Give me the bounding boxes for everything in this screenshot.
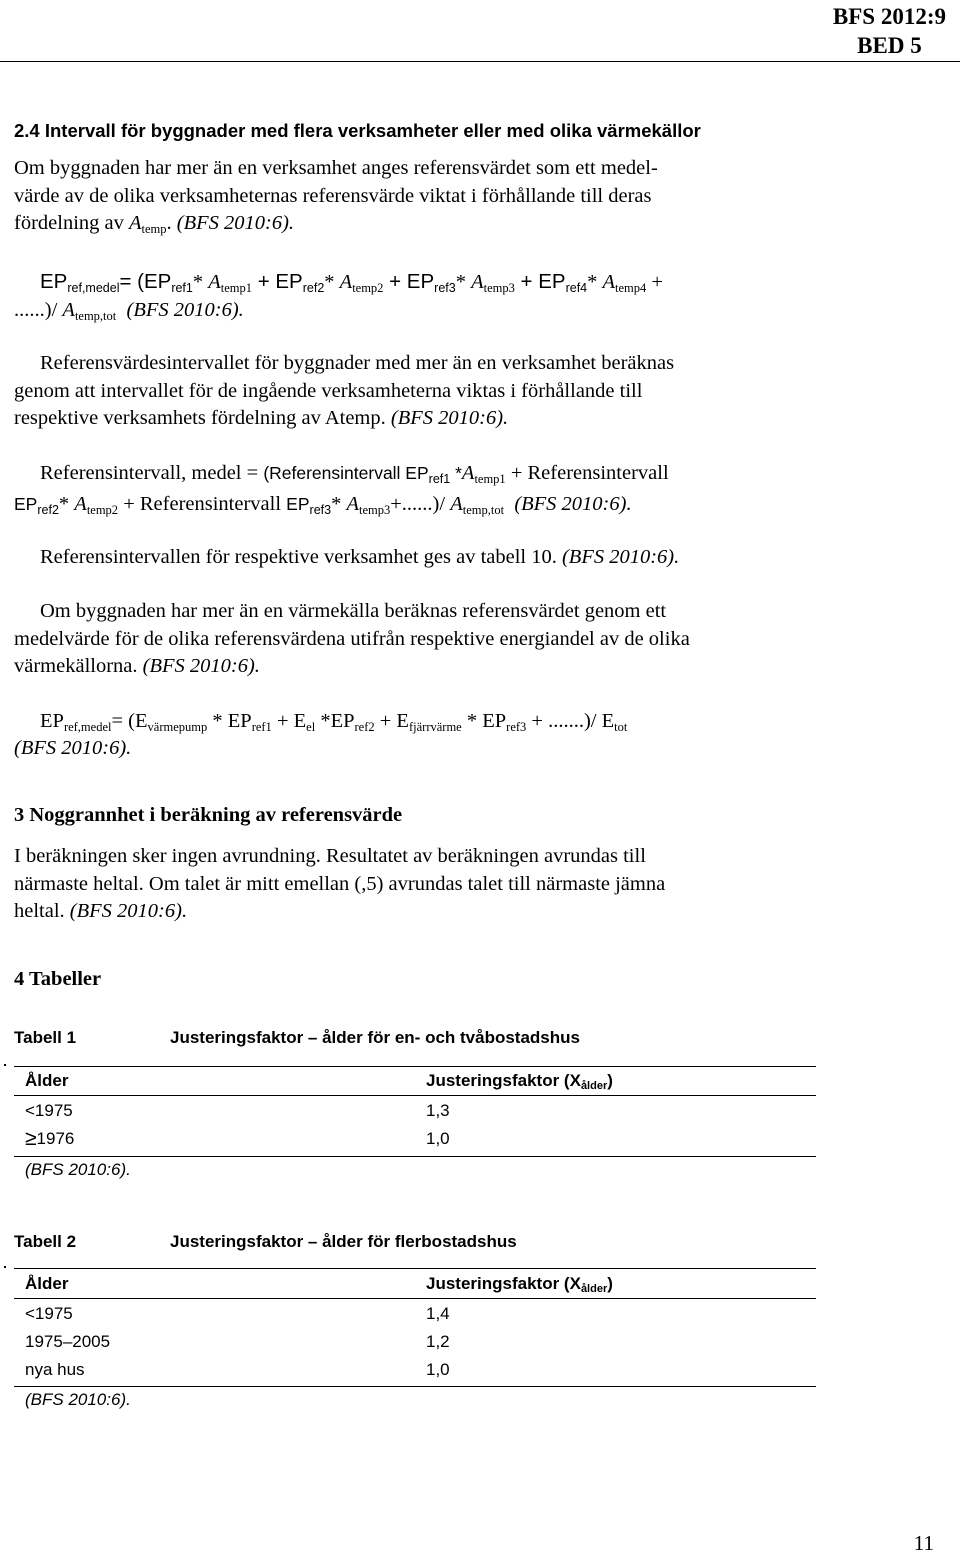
paragraph-line: Referensvärdesintervallet för byggnader med mer än en verksamhet beräknas — [40, 352, 675, 374]
table2-top-rule — [14, 1268, 816, 1269]
equation-referensintervall: Referensintervall, medel = (Referensintervall EPref1 $*A_{temp1}$ + Referensintervall — [40, 462, 669, 486]
paragraph-multi-activity — [14, 155, 954, 238]
paragraph-line: fördelning av $A_{temp}$. (BFS 2010:6). — [14, 212, 295, 236]
table1-top-rule — [14, 1066, 816, 1067]
equation-referensintervall-line2: EPref2* $A_{temp2}$ + Referensintervall EPref3* $A_{temp3}+......)/$ $A_{temp,tot}$ (BFS 2010:6). — [14, 493, 632, 517]
paragraph-rounding — [14, 843, 954, 926]
paragraph-line: Om byggnaden har mer än en verksamhet anges referensvärdet som ett medel- — [14, 157, 658, 179]
table1-header-rule — [14, 1095, 816, 1096]
header-rule — [0, 61, 960, 62]
paragraph-line: I beräkningen sker ingen avrundning. Resultatet av beräkningen avrundas till — [14, 845, 646, 867]
table-row — [25, 1360, 725, 1384]
table2-bottom-rule — [14, 1386, 816, 1387]
table2-age-cell: <1975 — [25, 1304, 73, 1323]
page-number: 11 — [913, 1531, 934, 1555]
paragraph-line: respektive verksamhets fördelning av Atemp. (BFS 2010:6). — [14, 407, 509, 429]
paragraph-line: närmaste heltal. Om talet är mitt emellan (,5) avrundas talet till närmaste jämna — [14, 872, 666, 895]
table2-factor-cell: 1,0 — [426, 1360, 450, 1379]
equation-heat-source: $EP_{ref,medel}= (E_{värmepump} * EP_{ref1} + E_{el}$ $*EP_{ref2} + E_{fjärrvärme} * EP_{ref3}$ + .......)/ $E_{tot}$ — [40, 710, 628, 734]
table2-col-factor: Justeringsfaktor (Xålder) — [426, 1274, 613, 1295]
table1-age-cell: <1975 — [25, 1101, 73, 1120]
table2-label: Tabell 2 — [14, 1232, 77, 1251]
table1-label: Tabell 1 — [14, 1028, 77, 1047]
equation-heat-source-bfs: (BFS 2010:6). — [14, 737, 132, 759]
paragraph-interval — [14, 350, 954, 433]
table-row — [25, 1304, 725, 1328]
header-code: BFS 2012:9 — [832, 4, 946, 29]
table2-factor-cell: 1,2 — [426, 1332, 450, 1351]
paragraph-line: heltal. (BFS 2010:6). — [14, 900, 188, 922]
table-row — [25, 1332, 725, 1356]
table2-age-cell: 1975–2005 — [25, 1332, 111, 1351]
table1-title: Justeringsfaktor – ålder för en- och tvåbostadshus — [170, 1028, 580, 1047]
section-heading-4: 4 Tabeller — [14, 968, 102, 990]
page-header — [833, 2, 946, 60]
table1-footnote: (BFS 2010:6). — [25, 1160, 131, 1179]
margin-dot — [4, 1064, 6, 1066]
table-row — [25, 1101, 725, 1125]
table2-title: Justeringsfaktor – ålder för flerbostadshus — [170, 1232, 517, 1251]
table1-col-age: Ålder — [25, 1071, 69, 1090]
header-section: BED 5 — [857, 33, 922, 58]
table2-age-cell: nya hus — [25, 1360, 85, 1379]
table2-factor-cell: 1,4 — [426, 1304, 450, 1323]
table1-bottom-rule — [14, 1156, 816, 1157]
section-heading-2-4: 2.4 Intervall för byggnader med flera verksamheter eller med olika värmekällor — [14, 120, 701, 141]
table2-footnote: (BFS 2010:6). — [25, 1390, 131, 1409]
paragraph-line: Om byggnaden har mer än en värmekälla beräknas referensvärdet genom ett — [40, 600, 667, 622]
equation-ep-ref-medel-line2: ......)/ $A_{temp,tot}$ (BFS 2010:6). — [14, 299, 244, 323]
paragraph-line: medelvärde för de olika referensvärdena utifrån respektive energiandel av de olika — [14, 627, 690, 650]
table1-col-factor: Justeringsfaktor (Xålder) — [426, 1071, 613, 1092]
paragraph-line: värde av de olika verksamheternas referensvärde viktat i förhållande till deras — [14, 184, 652, 207]
table1-factor-cell: 1,0 — [426, 1129, 450, 1148]
paragraph-tabell-10: Referensintervallen för respektive verksamhet ges av tabell 10. (BFS 2010:6). — [40, 546, 680, 568]
table-row — [25, 1129, 725, 1153]
paragraph-line: värmekällorna. (BFS 2010:6). — [14, 655, 260, 677]
margin-dot — [4, 1266, 6, 1268]
table1-age-cell: ≥1976 — [25, 1127, 75, 1150]
paragraph-heat-sources — [14, 598, 954, 681]
paragraph-line: genom att intervallet för de ingående verksamheterna viktas i förhållande till — [14, 379, 643, 402]
equation-ep-ref-medel: EPref,medel= (EPref1* $A_{temp1}$ + EPref2* $A_{temp2}$ + EPref3* $A_{temp3}$ + EPref4* $A_{temp4}$ + — [40, 270, 663, 295]
table2-col-age: Ålder — [25, 1274, 69, 1293]
table1-factor-cell: 1,3 — [426, 1101, 450, 1120]
table2-header-rule — [14, 1298, 816, 1299]
section-heading-3: 3 Noggrannhet i beräkning av referensvärde — [14, 804, 403, 826]
